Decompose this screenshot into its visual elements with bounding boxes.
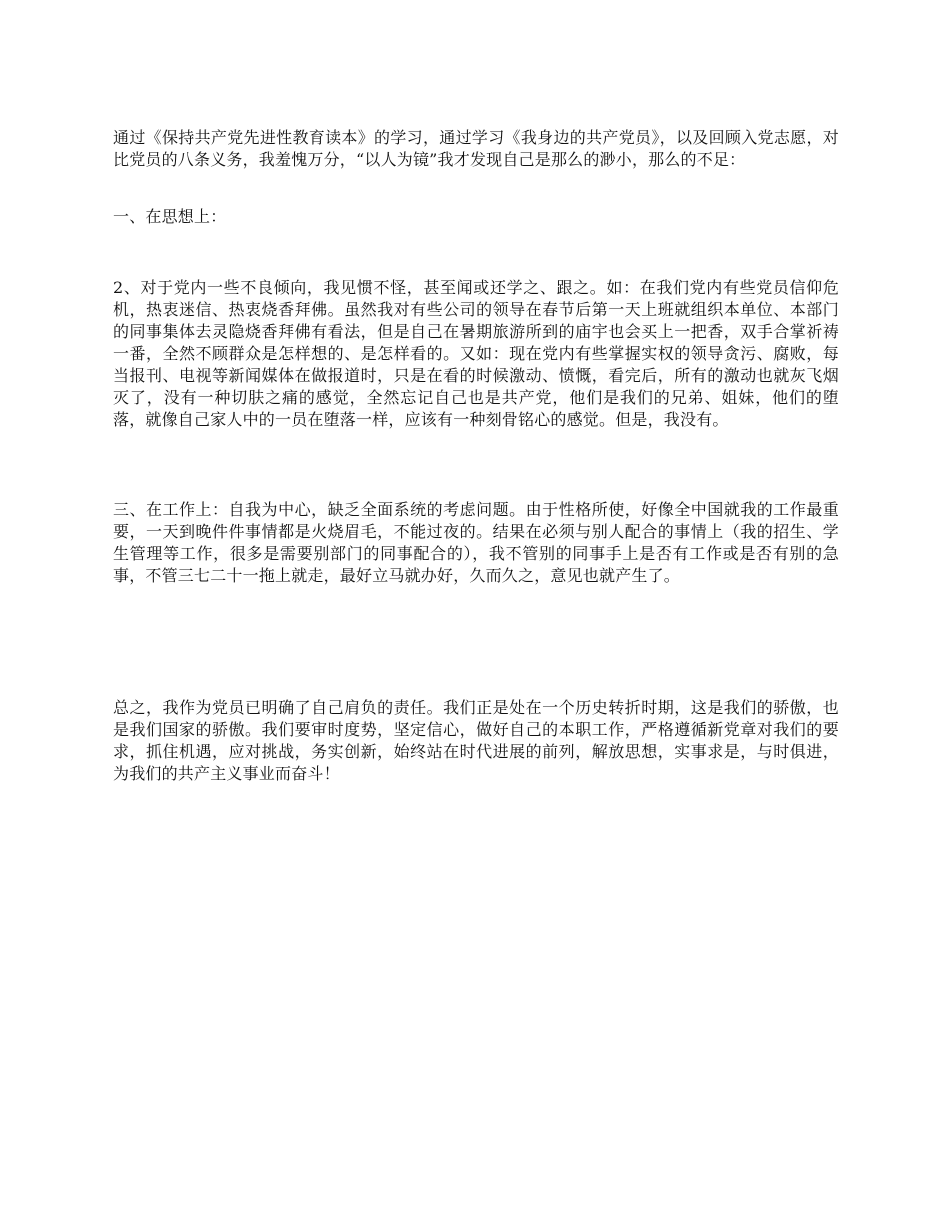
paragraph-intro: 通过《保持共产党先进性教育读本》的学习，通过学习《我身边的共产党员》，以及回顾入党志愿，对比党员的八条义务，我羞愧万分，“以人为镜”我才发现自己是那么的渺小，那么的不足： [113, 128, 839, 169]
paragraph-section-work: 三、在工作上：自我为中心，缺乏全面系统的考虑问题。由于性格所使，好像全中国就我的工作最重要，一天到晚件件事情都是火烧眉毛，不能过夜的。结果在必须与别人配合的事情上（我的招生、学生管理等工作，很多是需要别部门的同事配合的），我不管别的同事手上是否有工作或是否有别的急事，不管三七二十一拖上就走，最好立马就办好，久而久之，意见也就产生了。 [113, 500, 839, 585]
paragraph-point-2: 2、对于党内一些不良倾向，我见惯不怪，甚至闻或还学之、跟之。如：在我们党内有些党员信仰危机，热衷迷信、热衷烧香拜佛。虽然我对有些公司的领导在春节后第一天上班就组织本单位、本部门的同事集体去灵隐烧香拜佛有看法，但是自己在暑期旅游所到的庙宇也会买上一把香，双手合掌祈祷一番，全然不顾群众是怎样想的、是怎样看的。又如：现在党内有些掌握实权的领导贪污、腐败，每当报刊、电视等新闻媒体在做报道时，只是在看的时候激动、愤慨，看完后，所有的激动也就灰飞烟灭了，没有一种切肤之痛的感觉，全然忘记自己也是共产党，他们是我们的兄弟、姐妹，他们的堕落，就像自己家人中的一员在堕落一样，应该有一种刻骨铭心的感觉。但是，我没有。 [113, 278, 839, 429]
section-heading-thought: 一、在思想上： [113, 207, 227, 226]
paragraph-conclusion: 总之，我作为党员已明确了自己肩负的责任。我们正是处在一个历史转折时期，这是我们的骄傲，也是我们国家的骄傲。我们要审时度势，坚定信心，做好自己的本职工作，严格遵循新党章对我们的要求，抓住机遇，应对挑战，务实创新，始终站在时代进展的前列，解放思想，实事求是，与时俱进，为我们的共产主义事业而奋斗！ [113, 698, 839, 783]
